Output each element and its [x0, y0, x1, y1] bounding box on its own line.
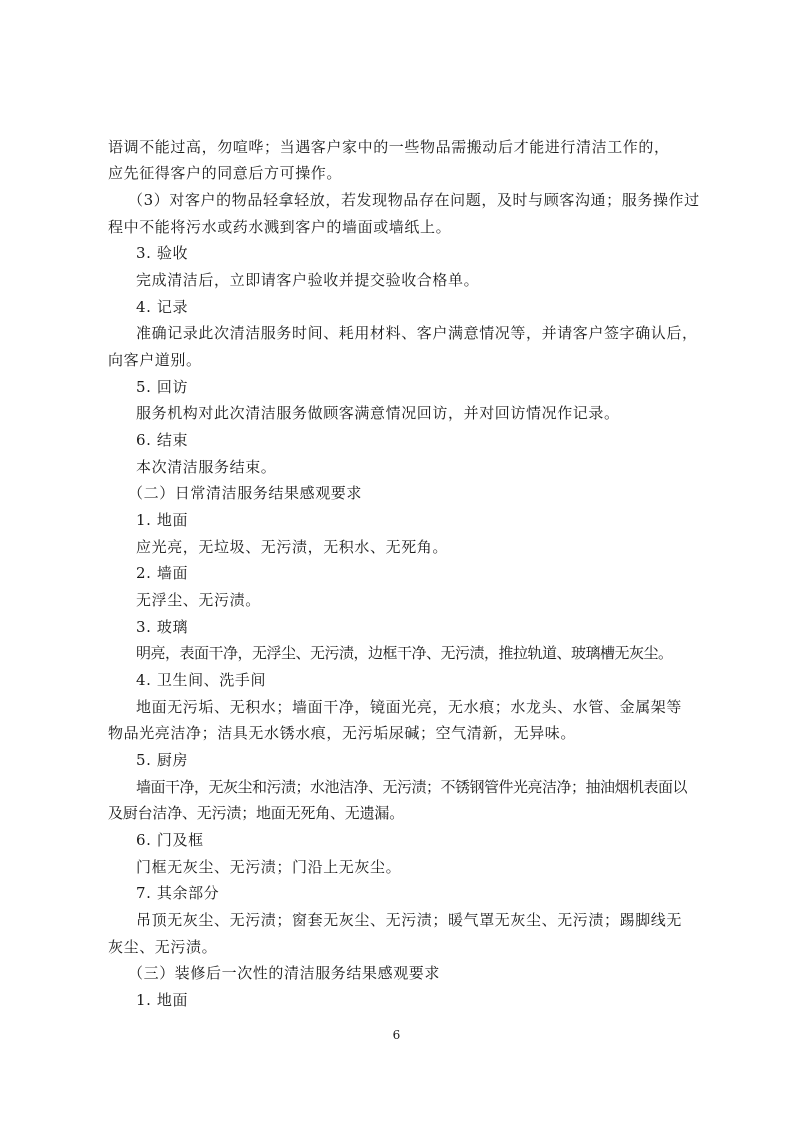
paragraph-line: 及厨台洁净、无污渍；地面无死角、无遗漏。: [108, 804, 405, 822]
paragraph-line: 地面无污垢、无积水；墙面干净，镜面光亮，无水痕；水龙头、水管、金属架等: [136, 698, 683, 716]
section-heading: 1. 地面: [136, 511, 189, 529]
paragraph-line: 应光亮，无垃圾、无污渍，无积水、无死角。: [136, 538, 449, 556]
paragraph-line: 无浮尘、无污渍。: [136, 591, 261, 609]
section-heading: 7. 其余部分: [136, 884, 220, 902]
paragraph-line: 吊顶无灰尘、无污渍；窗套无灰尘、无污渍；暖气罩无灰尘、无污渍；踢脚线无: [136, 911, 683, 929]
section-heading: 1. 地面: [136, 991, 189, 1009]
section-heading: （二）日常清洁服务结果感观要求: [128, 484, 363, 502]
section-heading: 6. 结束: [136, 431, 189, 449]
section-heading: 5. 回访: [136, 378, 189, 396]
paragraph-line: （3）对客户的物品轻拿轻放，若发现物品存在问题，及时与顾客沟通；服务操作过: [128, 191, 700, 209]
paragraph-line: 准确记录此次清洁服务时间、耗用材料、客户满意情况等，并请客户签字确认后，: [136, 324, 698, 342]
paragraph-line: 物品光亮洁净；洁具无水锈水痕，无污垢尿碱；空气清新，无异味。: [108, 724, 577, 742]
section-heading: 3. 玻璃: [136, 618, 189, 636]
section-heading: 2. 墙面: [136, 564, 189, 582]
section-heading: 4. 卫生间、洗手间: [136, 671, 267, 689]
page-number: 6: [392, 1028, 401, 1042]
paragraph-line: 程中不能将污水或药水溅到客户的墙面或墙纸上。: [108, 218, 452, 236]
section-heading: （三）装修后一次性的清洁服务结果感观要求: [128, 964, 441, 982]
paragraph-line: 灰尘、无污渍。: [108, 938, 218, 956]
paragraph-line: 墙面干净，无灰尘和污渍；水池洁净、无污渍；不锈钢管件光亮洁净；抽油烟机表面以: [136, 778, 688, 796]
paragraph-line: 明亮，表面干净，无浮尘、无污渍，边框干净、无污渍，推拉轨道、玻璃槽无灰尘。: [136, 644, 673, 662]
paragraph-line: 本次清洁服务结束。: [136, 458, 277, 476]
paragraph-line: 语调不能过高，勿喧哗；当遇客户家中的一些物品需搬动后才能进行清洁工作的，: [108, 138, 670, 156]
section-heading: 3. 验收: [136, 244, 189, 262]
section-heading: 6. 门及框: [136, 831, 204, 849]
paragraph-line: 向客户道别。: [108, 351, 202, 369]
paragraph-line: 应先征得客户的同意后方可操作。: [108, 164, 343, 182]
paragraph-line: 完成清洁后，立即请客户验收并提交验收合格单。: [136, 271, 480, 289]
section-heading: 4. 记录: [136, 298, 189, 316]
paragraph-line: 门框无灰尘、无污渍；门沿上无灰尘。: [136, 858, 402, 876]
paragraph-line: 服务机构对此次清洁服务做顾客满意情况回访，并对回访情况作记录。: [136, 404, 620, 422]
section-heading: 5. 厨房: [136, 751, 189, 769]
